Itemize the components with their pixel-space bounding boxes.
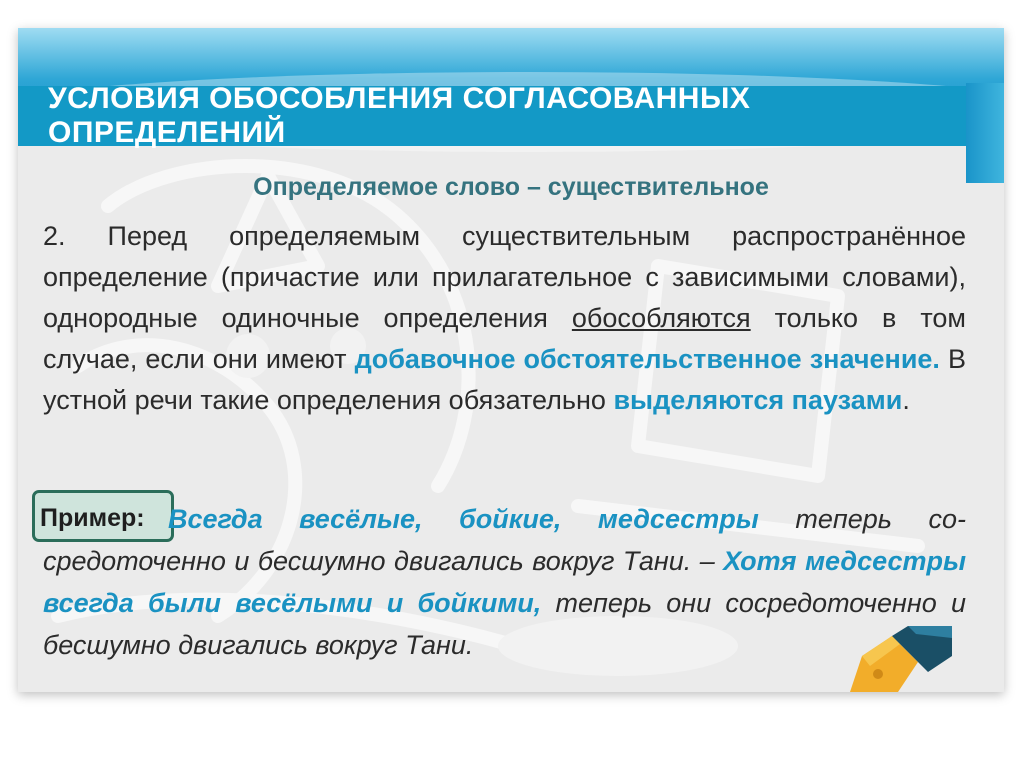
slide-subtitle: Определяемое слово – существительное (253, 173, 769, 201)
example-highlight-1: Всегда весёлые, бойкие, медсестры (168, 504, 759, 534)
rule-number: 2. (43, 221, 66, 251)
slide (18, 28, 1004, 692)
example-paragraph (43, 498, 966, 666)
rule-text-4: . (902, 385, 910, 415)
rule-text-1: Перед определяемым существительным распространённое определение (причастие или прилагательное с зависимыми словами), однородные одиночные определения (43, 221, 966, 333)
rule-highlight-meaning: добавочное обстоятельственное значение. (354, 344, 940, 374)
rule-highlight-pauses: выделяются паузами (613, 385, 903, 415)
rule-text-2: только в том случае, если они имеют (43, 303, 966, 374)
slide-title: УСЛОВИЯ ОБОСОБЛЕНИЯ СОГЛАСОВАННЫХ ОПРЕДЕЛЕНИЙ (48, 82, 751, 149)
example-highlight-2: Хотя медсестры всегда были весёлыми и бойкими, (43, 546, 967, 618)
example-text-2: теперь они сосредоточенно и бесшумно двигались вокруг Тани. (43, 588, 966, 660)
example-text-1: теперь сосредоточенно и бесшумно двигались вокруг Тани. – (43, 504, 966, 576)
rule-underlined-term: обособляются (571, 303, 751, 333)
example-label: Пример: (40, 504, 145, 532)
pen-icon (842, 626, 952, 692)
rule-text-3: В устной речи такие определения обязательно (43, 344, 966, 415)
rule-paragraph (43, 216, 966, 421)
title-bar (18, 82, 966, 149)
